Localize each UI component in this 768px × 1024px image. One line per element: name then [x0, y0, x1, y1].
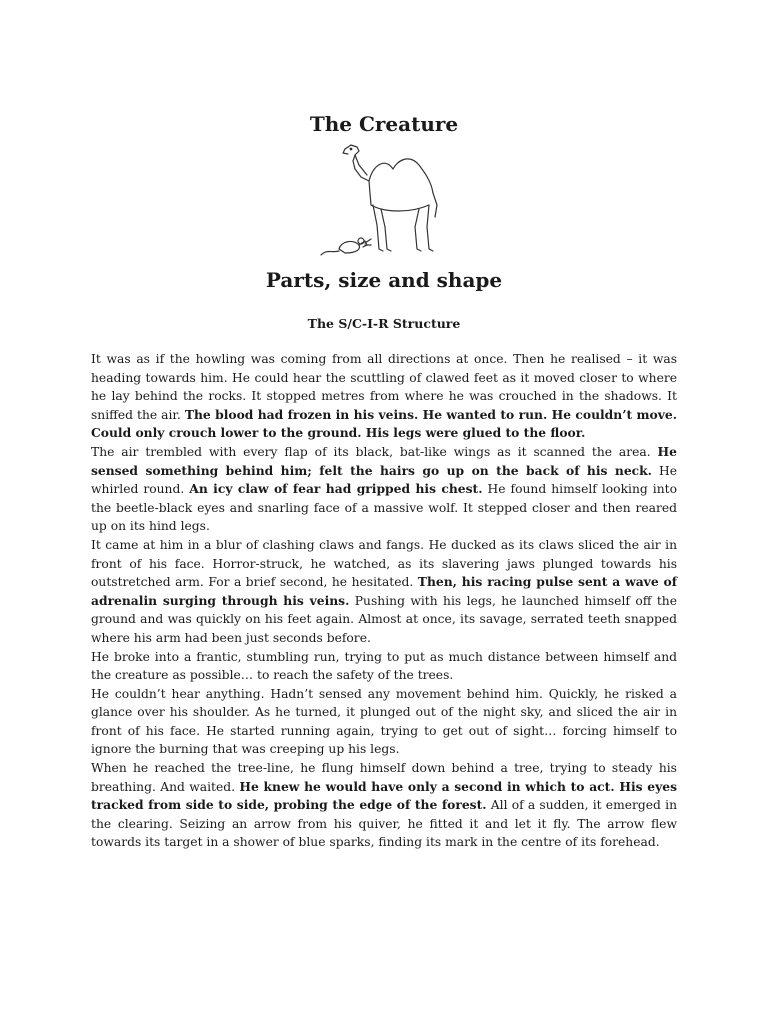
page-title: The Creature [309, 112, 459, 136]
story-paragraph [91, 685, 677, 759]
section-heading: Parts, size and shape [265, 268, 503, 292]
text-run: He found himself looking into the beetle-black eyes and snarling face of a massive wolf. It stepped closer and then reared up on its hind legs. [91, 482, 677, 534]
bold-text-run: He sensed something behind him; felt the hairs go up on the back of his neck. [91, 443, 677, 478]
text-run: The air trembled with every flap of its black, bat-like wings as it scanned the area. [91, 444, 658, 459]
text-run: Pushing with his legs, he launched himself off the ground and was quickly on his feet again. Almost at once, its savage, serrated teeth snapped where his arm had been just seconds before. [91, 593, 678, 645]
structure-label: The S/C-I-R Structure [307, 316, 461, 331]
bold-text-run: He knew he would have only a second in which to act. His eyes tracked from side to side, probing the edge of the forest. [91, 778, 677, 813]
story-text [91, 350, 677, 852]
story-paragraph [91, 648, 677, 685]
story-paragraph [91, 350, 677, 443]
bold-text-run: The blood had frozen in his veins. He wanted to run. He couldn’t move. Could only crouch lower to the ground. His legs were glued to the floor. [91, 406, 677, 441]
camel-and-mouse-icon [315, 135, 455, 260]
text-run: It was as if the howling was coming from all directions at once. Then he realised – it was heading towards him. He could hear the scuttling of clawed feet as it moved closer to where he lay behind the rocks. It stopped metres from where he was crouched in the shadows. It sniffed the air. [91, 352, 677, 422]
text-run: It came at him in a blur of clashing claws and fangs. He ducked as its claws sliced the air in front of his face. Horror-struck, he watched, as its slavering jaws plunged towards his outstretched arm. For a brief second, he hesitated. [91, 537, 677, 590]
text-run: When he reached the tree-line, he flung himself down behind a tree, trying to steady his breathing. And waited. [91, 761, 677, 794]
story-paragraph [91, 759, 677, 852]
bold-text-run: An icy claw of fear had gripped his chest. [189, 481, 483, 497]
text-run: He couldn’t hear anything. Hadn’t sensed any movement behind him. Quickly, he risked a glance over his shoulder. As he turned, it plunged out of the night sky, and sliced the air in front of his face. He started running again, trying to get out of sight… forcing himself to ignore the burning that was creeping up his legs. [91, 686, 677, 757]
text-run: He whirled round. [91, 463, 677, 497]
story-paragraph [91, 536, 677, 648]
text-run: He broke into a frantic, stumbling run, trying to put as much distance between himself and the creature as possible… to reach the safety of the trees. [91, 649, 677, 683]
text-run: All of a sudden, it emerged in the clearing. Seizing an arrow from his quiver, he fitted it and let it fly. The arrow flew towards its target in a shower of blue sparks, finding its mark in the centre of its forehead. [91, 798, 677, 850]
story-paragraph [91, 443, 677, 536]
bold-text-run: Then, his racing pulse sent a wave of adrenalin surging through his veins. [91, 574, 677, 608]
